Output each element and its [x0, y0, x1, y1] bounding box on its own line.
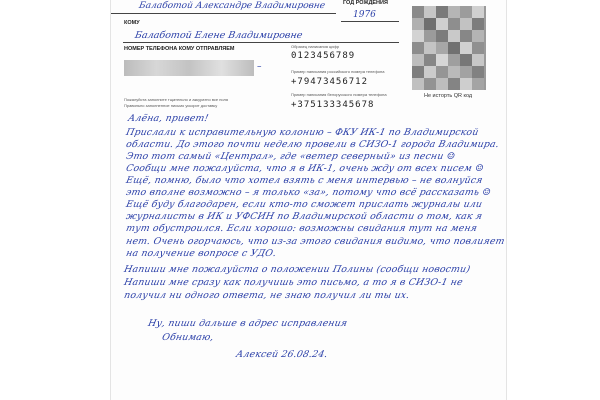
- letter-line: Это тот самый «Централ», где «ветер северный» из песни ☺: [125, 151, 457, 162]
- by-phone-sample: +375133345678: [291, 100, 375, 110]
- by-phone-label: Пример написания белорусского номера телефона: [291, 92, 387, 97]
- letter-line: тут обустроился. Если хорошо: возможны свидания тут на меня: [125, 223, 479, 234]
- qr-code-blurred: [412, 6, 486, 90]
- letter-line: области. До этого почти неделю провели в СИЗО-1 города Владимира.: [125, 139, 501, 150]
- letter-signature: Алексей 26.08.24.: [235, 349, 329, 360]
- note-1: Пожалуйста заполните тщательно и аккуратно все поля: [124, 97, 229, 102]
- letter-line: это вполне возможно – я только «за», потому что всё рассказать ☺: [125, 187, 493, 198]
- birth-year-label: ГОД РОЖДЕНИЯ: [343, 0, 388, 6]
- recipient-value: Балаботой Елене Владимировне: [134, 30, 304, 41]
- digits-sample: 0123456789: [291, 51, 356, 61]
- birth-year-value: 1976: [353, 10, 376, 20]
- ru-phone-label: Пример написания российского номера телефона: [291, 69, 385, 74]
- recipient-top-value: Балаботой Александре Владимировне: [138, 1, 326, 11]
- birth-year-underline: [341, 21, 399, 22]
- letter-line: на получение вопросе с УДО.: [125, 248, 278, 259]
- ru-phone-sample: +79473456712: [291, 77, 369, 87]
- phone-boxes-blurred: [124, 60, 254, 76]
- letter-line: Сообщи мне пожалуйста, что я в ИК-1, очень жду от всех писем ☺: [125, 163, 485, 174]
- letter-line: Ещё, помню, было что хотел взять с меня интервью – не волнуйся: [125, 175, 484, 186]
- letter-line: нет. Очень огорчаюсь, что из-за этого свидания видимо, что повлияет: [125, 236, 506, 247]
- letter-line: Ну, пиши дальше в адрес исправления: [147, 318, 349, 329]
- letter-line: Обнимаю,: [161, 332, 215, 343]
- letter-line: Прислали к исправительную колонию – ФКУ ИК-1 по Владимирской: [125, 127, 480, 138]
- letter-line: Алёна, привет!: [127, 113, 210, 124]
- letter-line: получил ни одного ответа, не знаю получил ли ты их.: [123, 290, 411, 301]
- recipient-underline: [123, 42, 399, 43]
- letter-line: журналисты в ИК и УФСИН по Владимирской области о том, как я: [125, 211, 484, 222]
- letter-line: Ещё буду благодарен, если кто-то сможет прислать журналы или: [125, 199, 484, 210]
- digits-sample-label: Образец написания цифр: [291, 44, 340, 49]
- letter-line: Напиши мне пожалуйста о положении Полины (сообщи новости): [123, 264, 472, 275]
- recipient-top-underline: [111, 13, 336, 14]
- recipient-label: КОМУ: [124, 20, 140, 26]
- phone-label: НОМЕР ТЕЛЕФОНА КОМУ ОТПРАВЛЯЕМ: [124, 46, 235, 52]
- phone-dash: –: [257, 62, 262, 72]
- qr-caption: Не исторть QR код: [424, 93, 473, 99]
- letter-line: Напиши мне сразу как получишь это письмо, а то я в СИЗО-1 не: [123, 277, 464, 288]
- note-2: Правильно заполненное письмо ускорит доставку: [124, 103, 218, 108]
